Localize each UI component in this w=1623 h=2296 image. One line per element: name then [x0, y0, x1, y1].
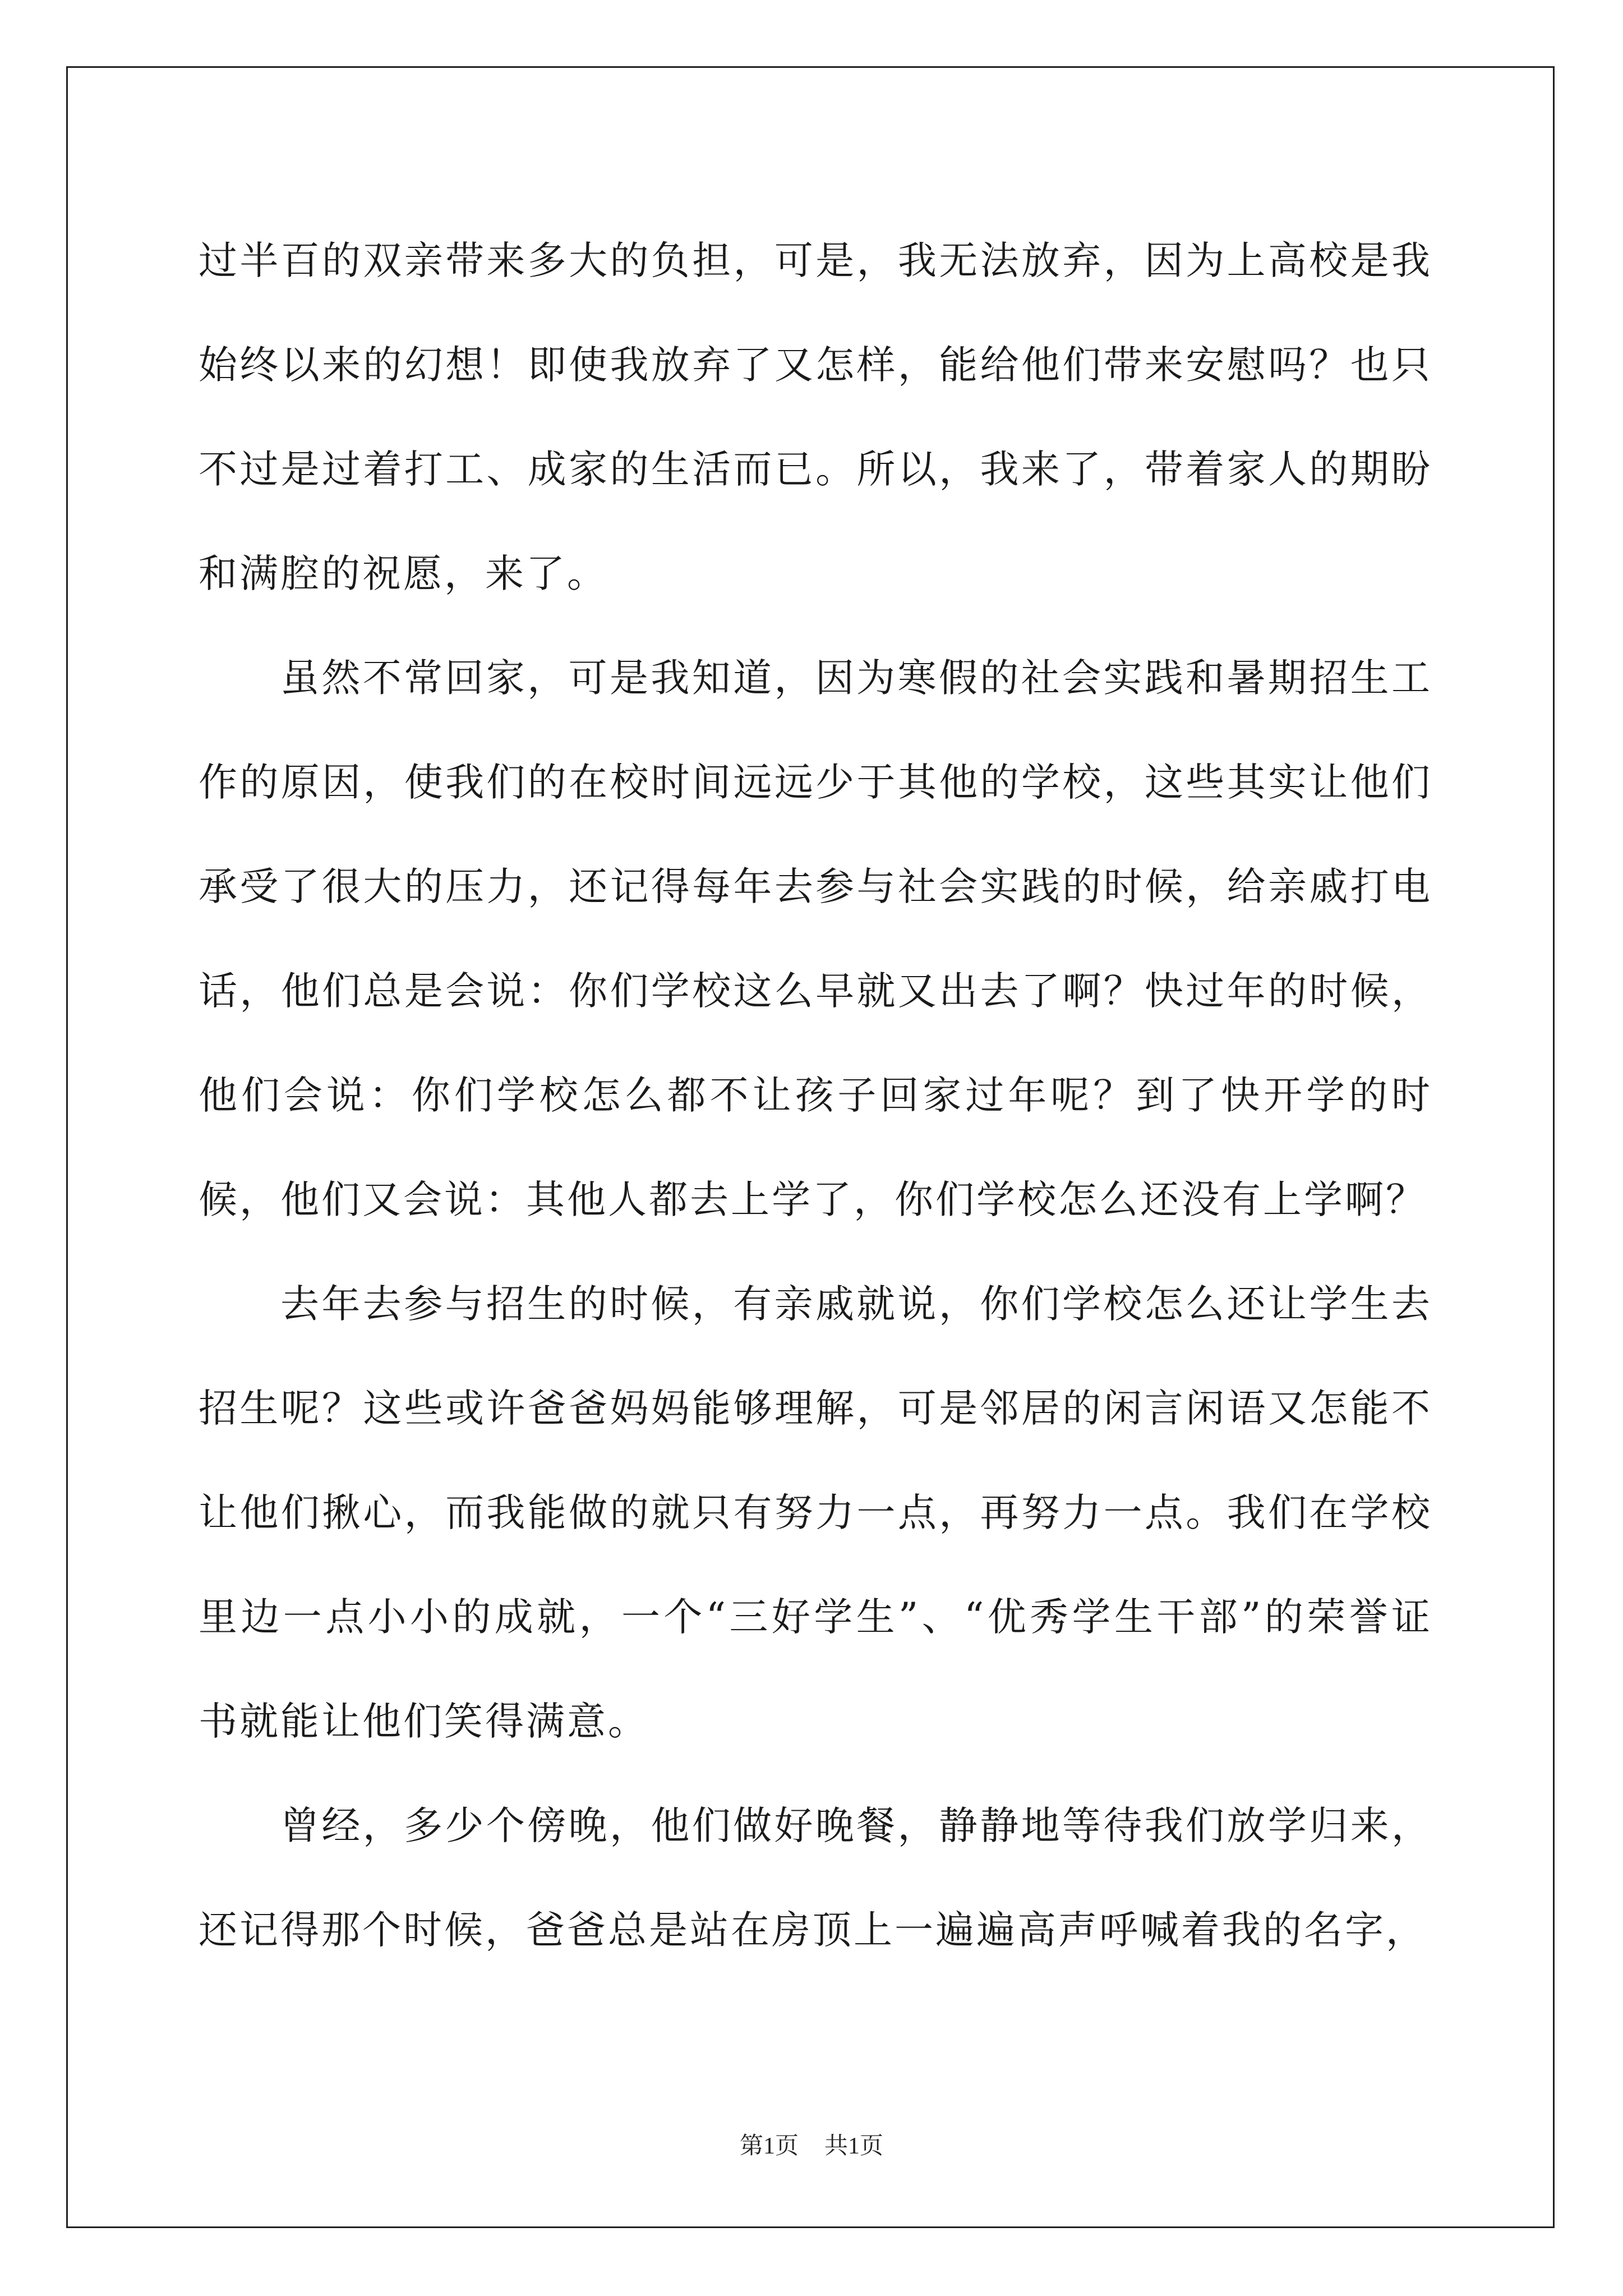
paragraph-2: 虽然不常回家，可是我知道，因为寒假的社会实践和暑期招生工作的原因，使我们的在校时间远远少于其他的学校，这些其实让他们承受了很大的压力，还记得每年去参与社会实践的时候，给亲戚打电话，他们总是会说：你们学校这么早就又出去了啊？快过年的时候，他们会说：你们学校怎么都不让孩子回家过年呢？到了快开学的时候，他们又会说：其他人都去上学了，你们学校怎么还没有上学啊？: [199, 656, 1432, 1222]
page-total: 共1页: [824, 2133, 884, 2159]
paragraph-4: 曾经，多少个傍晚，他们做好晚餐，静静地等待我们放学归来，还记得那个时候，爸爸总是站在房顶上一遍遍高声呼喊着我的名字，: [199, 1803, 1432, 1953]
page-footer: [0, 2127, 1623, 2161]
paragraph-1: 过半百的双亲带来多大的负担，可是，我无法放弃，因为上高校是我始终以来的幻想！即使我放弃了又怎样，能给他们带来安慰吗？也只不过是过着打工、成家的生活而已。所以，我来了，带着家人的期盼和满腔的祝愿，来了。: [199, 238, 1432, 596]
paragraph-3: 去年去参与招生的时候，有亲戚就说，你们学校怎么还让学生去招生呢？这些或许爸爸妈妈能够理解，可是邻居的闲言闲语又怎能不让他们揪心，而我能做的就只有努力一点，再努力一点。我们在学校里边一点小小的成就，一个“三好学生”、“优秀学生干部”的荣誉证书就能让他们笑得满意。: [199, 1282, 1432, 1744]
page-number: 第1页: [739, 2133, 799, 2159]
document-body: [199, 209, 1432, 1982]
